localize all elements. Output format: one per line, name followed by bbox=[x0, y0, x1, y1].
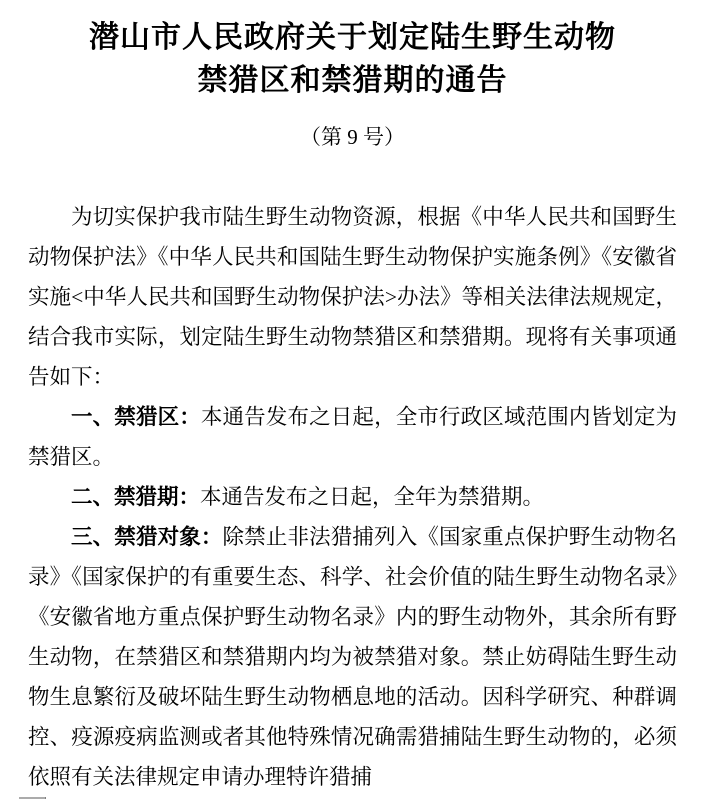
paragraph bbox=[28, 397, 677, 477]
paragraph-text: 除禁止非法猎捕列入《国家重点保护野生动物名录》《国家保护的有重要生态、科学、社会价值的陆生野生动物名录》《安徽省地方重点保护野生动物名录》内的野生动物外，其余所有野生动物，在禁猎区和禁猎期内均为被禁猎对象。禁止妨碍陆生野生动物生息繁衍及破坏陆生野生动物栖息地的活动。因科学研究、种群调控、疫源疫病监测或者其他特殊情况确需猎捕陆生野生动物的，必须依照有关法律规定申请办理特许猎捕 bbox=[28, 525, 677, 789]
paragraph bbox=[28, 517, 677, 797]
section-heading: 一、禁猎区： bbox=[71, 405, 201, 429]
footnote-divider-partial bbox=[19, 797, 46, 799]
paragraph-text: 为切实保护我市陆生野生动物资源，根据《中华人民共和国野生动物保护法》《中华人民共和国陆生野生动物保护实施条例》《安徽省实施<中华人民共和国野生动物保护法>办法》等相关法律法规规定，结合我市实际，划定陆生野生动物禁猎区和禁猎期。现将有关事项通告如下： bbox=[28, 205, 677, 389]
document-title-line-2: 禁猎区和禁猎期的通告 bbox=[197, 64, 508, 97]
paragraph bbox=[28, 197, 677, 397]
document-number: （第 9 号） bbox=[300, 125, 405, 149]
paragraph-text: 本通告发布之日起，全年为禁猎期。 bbox=[200, 485, 545, 509]
document-title-line-1: 潜山市人民政府关于划定陆生野生动物 bbox=[89, 21, 616, 54]
document-body bbox=[28, 197, 677, 797]
paragraph bbox=[28, 477, 677, 517]
section-heading: 三、禁猎对象： bbox=[71, 525, 223, 549]
document-title bbox=[0, 0, 705, 102]
section-heading: 二、禁猎期： bbox=[71, 485, 201, 509]
paragraph-text: 本通告发布之日起，全市行政区域范围内皆划定为禁猎区。 bbox=[28, 405, 677, 469]
